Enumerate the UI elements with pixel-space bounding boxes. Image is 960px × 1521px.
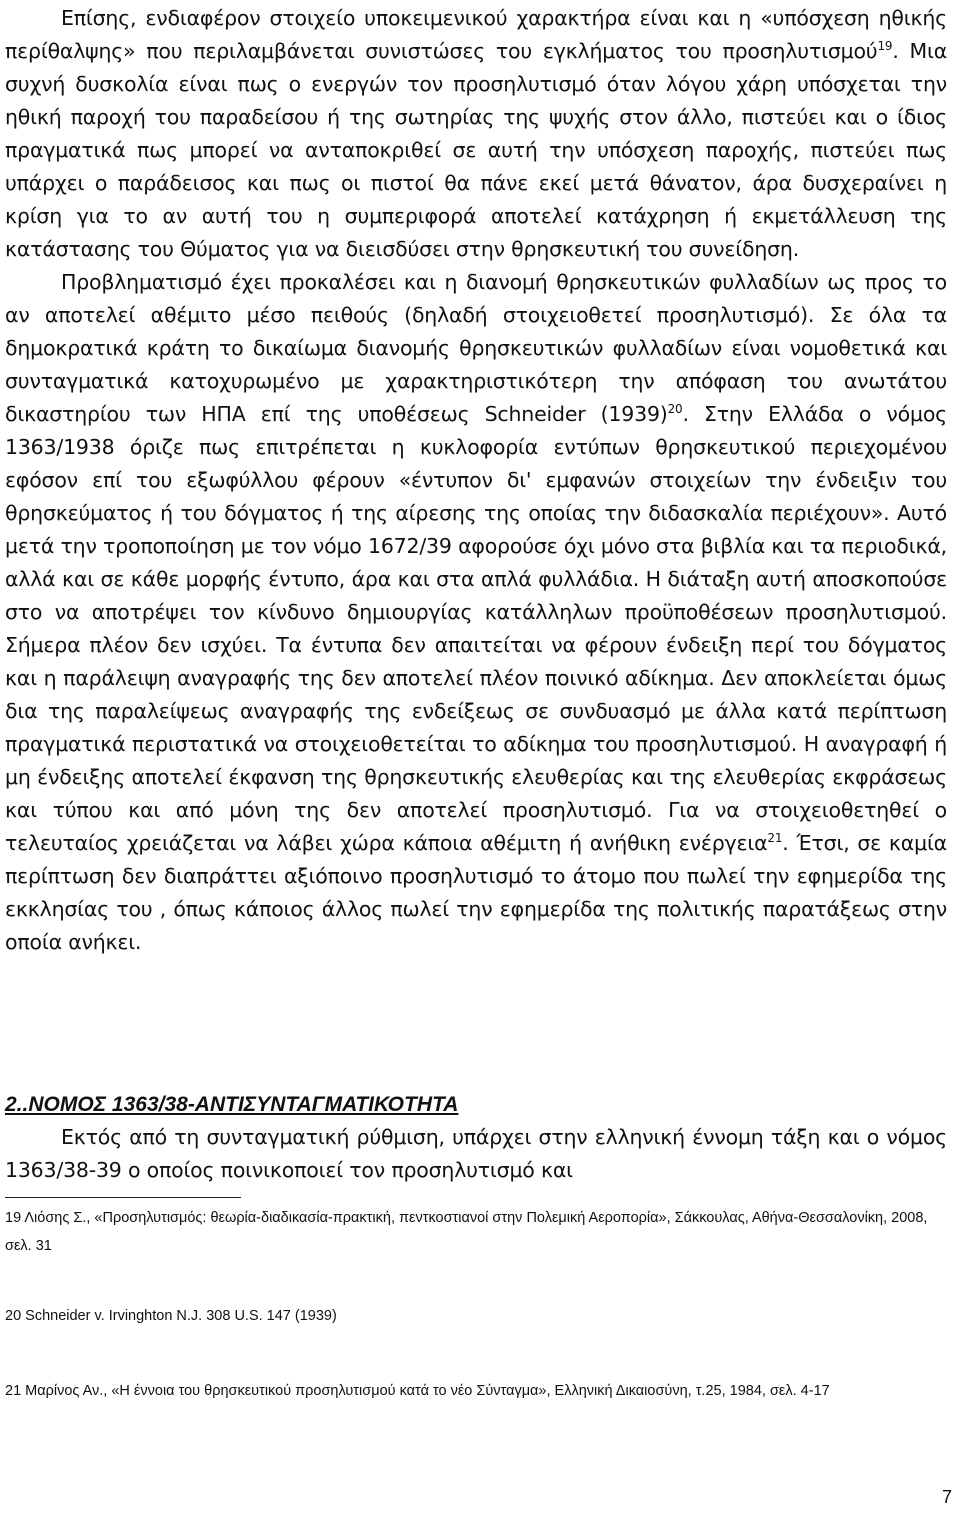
- footnote-ref-21: 21: [767, 831, 783, 846]
- paragraph-2-text-c: . Έτσι, σε καμία περίπτωση δεν διαπράττει αξιόποινο προσηλυτισμό το άτομο που πωλεί την εφημερίδα της εκκλησίας του , όπως κάποιος άλλος πωλεί την εφημερίδα της πολιτικής παρατάξεως στην οποία ανήκει.: [5, 831, 947, 954]
- paragraph-2-text-a: Προβληματισμό έχει προκαλέσει και η διανομή θρησκευτικών φυλλαδίων ως προς το αν αποτελεί αθέμιτο μέσο πειθούς (δηλαδή στοιχειοθετεί προσηλυτισμό). Σε όλα τα δημοκρατικά κράτη το δικαίωμα διανομής θρησκευτικών φυλλαδίων είναι νομοθετικά και συνταγματικά κατοχυρωμένο με χαρακτηριστικότερη την απόφαση του ανωτάτου δικαστηρίου των ΗΠΑ επί της υποθέσεως Schneider (1939): [5, 270, 947, 426]
- paragraph-2: [5, 266, 947, 959]
- footnote-21: 21 Μαρίνος Αν., «Η έννοια του θρησκευτικού προσηλυτισμού κατά το νέο Σύνταγμα», Ελληνική Δικαιοσύνη, τ.25, 1984, σελ. 4-17: [5, 1383, 830, 1399]
- footnote-ref-20: 20: [667, 402, 683, 417]
- footnote-19: 19 Λιόσης Σ., «Προσηλυτισμός: θεωρία-διαδικασία-πρακτική, πεντκοστιανοί στην Πολεμική Αεροπορία», Σάκκουλας, Αθήνα-Θεσσαλονίκη, 2008, σελ. 31: [5, 1210, 928, 1254]
- main-body-text: [5, 2, 947, 959]
- paragraph-1: [5, 2, 947, 266]
- section-body-text: [5, 1121, 947, 1187]
- footnote-ref-19: 19: [877, 39, 893, 54]
- footnote-20: 20 Schneider v. Irvinghton N.J. 308 U.S. 147 (1939): [5, 1308, 337, 1324]
- section-heading: 2..ΝΟΜΟΣ 1363/38-ΑΝΤΙΣΥΝΤΑΓΜΑΤΙΚΟΤΗΤΑ: [5, 1093, 459, 1116]
- footnote-separator: [5, 1197, 241, 1198]
- page-number: 7: [941, 1487, 952, 1507]
- paragraph-1-text-b: . Μια συχνή δυσκολία είναι πως ο ενεργών τον προσηλυτισμό όταν λόγου χάρη υπόσχεται την ηθική παροχή του παραδείσου ή της σωτηρίας της ψυχής στον άλλο, πιστεύει και ο ίδιος πραγματικά πως μπορεί να ανταποκριθεί σε αυτή την υπόσχεση παροχής, πιστεύει πως υπάρχει ο παράδεισος και πως οι πιστοί θα πάνε εκεί μετά θάνατον, άρα δυσχεραίνει η κρίση για το αν αυτή του η συμπεριφορά αποτελεί κατάχρηση ή εκμετάλλευση της κατάστασης του Θύματος για να διεισδύσει στην θρησκευτική του συνείδηση.: [5, 39, 948, 261]
- section-paragraph: Εκτός από τη συνταγματική ρύθμιση, υπάρχει στην ελληνική έννομη τάξη και ο νόμος 1363/38-39 ο οποίος ποινικοποιεί τον προσηλυτισμό και: [5, 1125, 947, 1182]
- paragraph-1-text-a: Επίσης, ενδιαφέρον στοιχείο υποκειμενικού χαρακτήρα είναι και η «υπόσχεση ηθικής περίθαλψης» που περιλαμβάνεται συνιστώσες του εγκλήματος του προσηλυτισμού: [5, 6, 947, 63]
- paragraph-2-text-b: . Στην Ελλάδα ο νόμος 1363/1938 όριζε πως επιτρέπεται η κυκλοφορία εντύπων θρησκευτικού περιεχομένου εφόσον επί του εξωφύλλου φέρουν «έντυπον δι' εμφανών στοιχείων την ένδειξιν του θρησκεύματος ή του δόγματος ή της αίρεσης της οποίας την διδασκαλία περιέχουν». Αυτό μετά την τροποποίηση με τον νόμο 1672/39 αφορούσε όχι μόνο στα βιβλία και τα περιοδικά, αλλά και σε κάθε μορφής έντυπο, άρα και στα απλά φυλλάδια. Η διάταξη αυτή αποσκοπούσε στο να αποτρέψει τον κίνδυνο δημιουργίας κατάλληλων προϋποθέσεων προσηλυτισμού. Σήμερα πλέον δεν ισχύει. Τα έντυπα δεν απαιτείται να φέρουν ένδειξη περί του δόγματος και η παράλειψη αναγραφής της δεν αποτελεί πλέον ποινικό αδίκημα. Δεν αποκλείεται όμως δια της παραλείψεως αναγραφής της ενδείξεως σε συνδυασμό με άλλα κατά περίπτωση πραγματικά περιστατικά να στοιχειοθετείται το αδίκημα του προσηλυτισμού. Η αναγραφή ή μη ένδειξης αποτελεί έκφανση της θρησκευτικής ελευθερίας και της ελευθερίας εκφράσεως και τύπου και από μόνη της δεν αποτελεί προσηλυτισμό. Για να στοιχειοθετηθεί ο τελευταίος χρειάζεται να λάβει χώρα κάποια αθέμιτη ή ανήθικη ενέργεια: [5, 402, 948, 855]
